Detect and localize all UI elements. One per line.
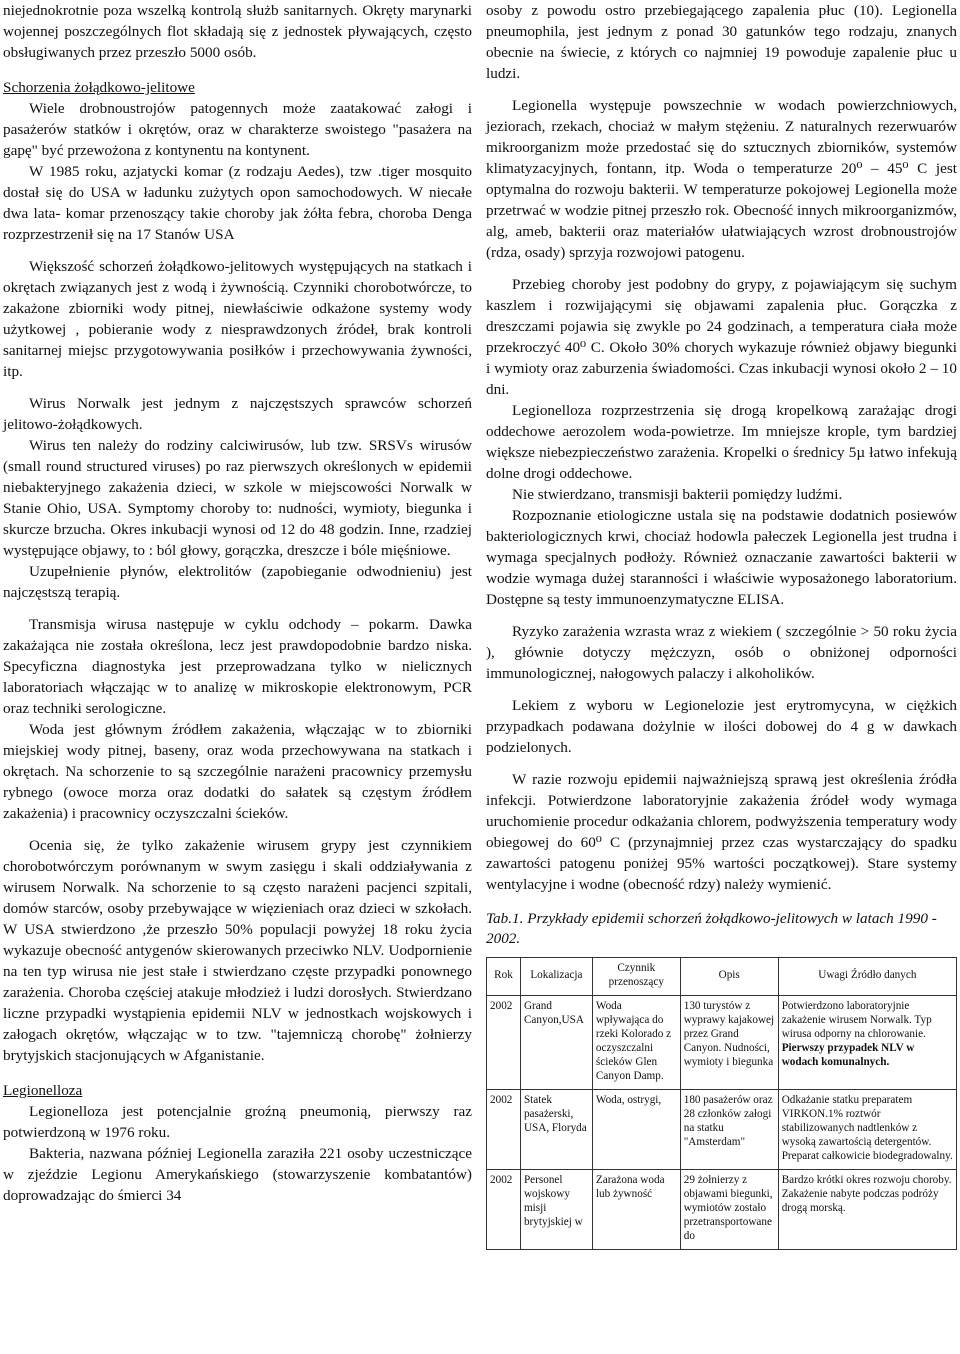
paragraph: Legionelloza rozprzestrzenia się drogą kropelkową zarażając drogi oddechowe aerozolem woda-powietrze. Im mniejsze krople, tym bardziej większe niebezpieczeństwo zarażenia. Kropelki o średnicy 5µ łatwo infekują dolne drogi oddechowe. [486, 402, 957, 482]
cell-description: 29 żołnierzy z objawami biegunki, wymiotów zostało przetransportowane do [680, 1170, 778, 1250]
cell-year: 2002 [487, 996, 521, 1090]
left-column [3, 0, 472, 1206]
cell-carrier: Woda wpływająca do rzeki Kolorado z oczyszczalni ścieków Glen Canyon Damp. [592, 996, 680, 1090]
cell-location: Personel wojskowy misji brytyjskiej w [520, 1170, 592, 1250]
cell-year: 2002 [487, 1170, 521, 1250]
paragraph: Woda jest głównym źródłem zakażenia, włączając w to zbiorniki miejskiej wody pitnej, baseny, oraz woda przechowywana na statkach i okrętach. Na schorzenie to są szczególnie narażeni pracownicy przemysłu rybnego (owoce morza oraz dodatki do sałatek są częstym źródłem zakażenia) i pracownicy oczyszczalni ścieków. [3, 721, 472, 822]
paragraph: Transmisja wirusa następuje w cyklu odchody – pokarm. Dawka zakażająca nie została określona, lecz jest prawdopodobnie bardzo niska. Specyficzna diagnostyka jest przeprowadzana tylko w nielicznych laboratoriach włączając w to analizę w mikroskopie elektronowym, PCR oraz techniki serologiczne. [3, 616, 472, 717]
paragraph: niejednokrotnie poza wszelką kontrolą służb sanitarnych. Okręty marynarki wojennej poszczególnych flot składają się z jednostek pływających, często obsługiwanych przez przeszło 5000 osób. [3, 2, 472, 61]
right-column [486, 0, 957, 1250]
header-carrier: Czynnik przenoszący [592, 958, 680, 996]
table-row [487, 1090, 957, 1170]
cell-carrier: Zarażona woda lub żywność [592, 1170, 680, 1250]
section-heading-gastro: Schorzenia żołądkowo-jelitowe [3, 79, 195, 96]
cell-location: Grand Canyon,USA [520, 996, 592, 1090]
header-location: Lokalizacja [520, 958, 592, 996]
paragraph: osoby z powodu ostro przebiegającego zapalenia płuc (10). Legionella pneumophila, jest jednym z ponad 30 gatunków tego rodzaju, znanych obecnie na świecie, z których co najmniej 19 powoduje zapalenie płuc u ludzi. [486, 2, 957, 82]
paragraph: W razie rozwoju epidemii najważniejszą sprawą jest określenia źródła infekcji. Potwierdzone laboratoryjnie zakażenia źródeł wody wymaga uruchomienie procedur odkażania chlorem, podwyższenia temperatury wody obiegowej do 60⁰ C (przynajmniej przez czas wystarczający do spadku zawartości patogenu poniżej 95% wartości początkowej). Stare systemy wentylacyjne i wodne (obecność rdzy) należy wymienić. [486, 771, 957, 893]
cell-carrier: Woda, ostrygi, [592, 1090, 680, 1170]
paragraph: Wirus ten należy do rodziny calciwirusów, lub tzw. SRSVs wirusów (small round structured viruses) po raz pierwszych określonych w epidemii niebakteryjnego zakażenia dzieci, w szkole w miejscowości Norwalk w Stanie Ohio, USA. Symptomy choroby to: nudności, wymioty, biegunka i skurcze brzucha. Okres inkubacji wynosi od 12 do 48 godzin. Inne, rzadziej występujące objawy, to : ból głowy, gorączka, dreszcze i bóle mięśniowe. [3, 437, 472, 559]
cell-notes: Bardzo krótki okres rozwoju choroby. Zakażenie nabyte podczas podróży drogą morską. [778, 1170, 956, 1250]
table-header-row [487, 958, 957, 996]
cell-description: 180 pasażerów oraz 28 członków załogi na statku "Amsterdam" [680, 1090, 778, 1170]
paragraph: Lekiem z wyboru w Legionelozie jest erytromycyna, w ciężkich przypadkach podawana dożylnie w ilości dobowej do 4 g w dawkach podzielonych. [486, 697, 957, 756]
paragraph: Uzupełnienie płynów, elektrolitów (zapobieganie odwodnieniu) jest najczęstszą terapią. [3, 563, 472, 601]
table-row [487, 1170, 957, 1250]
cell-notes-bold: Pierwszy przypadek NLV w wodach komunalnych. [781, 1042, 915, 1068]
cell-notes-text: Potwierdzono laboratoryjnie zakażenie wirusem Norwalk. Typ wirusa odporny na chlorowanie. [781, 1000, 932, 1040]
header-description: Opis [680, 958, 778, 996]
paragraph: Większość schorzeń żołądkowo-jelitowych występujących na statkach i okrętach związanych jest z wodą i żywnością. Czynniki chorobotwórcze, to zakażone zbiorniki wody pitnej, niewłaściwie odkażone systemy wody użytkowej , pobieranie wody z niesprawdzonych źródeł, brak kontroli sanitarnej miejsc przygotowywania posiłków i przechowywania żywności, itp. [3, 258, 472, 380]
paragraph: Ocenia się, że tylko zakażenie wirusem grypy jest czynnikiem chorobotwórczym porównanym w swym zasięgu i skali oddziaływania z wirusem Norwalk. Na schorzenie to są często narażeni pacjenci szpitali, domów starców, osoby przebywające w więzieniach oraz dzieci w szkołach. W USA stwierdzono ,że przeszło 50% populacji powyżej 18 roku życia wykazuje obecność antygenów skierowanych przeciwko NLV. Uodpornienie na ten typ wirusa nie jest stałe i stwierdzano częste przypadki ponownego zarażenia. Choroba częściej atakuje młodzież i ludzi dorosłych. Stwierdzano liczne przypadki wystąpienia epidemii NLV w jednostkach wojskowych i załogach okrętów, włączając w to tzw. "tajemniczą chorobę" żołnierzy brytyjskich stacjonujących w Afganistanie. [3, 837, 472, 1064]
cell-year: 2002 [487, 1090, 521, 1170]
paragraph: W 1985 roku, azjatycki komar (z rodzaju Aedes), tzw .tiger mosquito dostał się do USA w ładunku zużytych opon samochodowych. W niecałe dwa lata- komar przenoszący takie choroby jak żółta febra, choroba Denga rozprzestrzenił się na 17 Stanów USA [3, 163, 472, 243]
paragraph: Nie stwierdzano, transmisji bakterii pomiędzy ludźmi. [512, 486, 843, 503]
paragraph: Przebieg choroby jest podobny do grypy, z pojawiającym się suchym kaszlem i rozwijającymi się objawami zapalenia płuc. Gorączka z dreszczami pojawia się zwykle po 24 godzinach, a temperatura ciała może przekroczyć 40⁰ C. Około 30% chorych wykazuje również objawy biegunki i wymioty oraz zaburzenia świadomości. Czas inkubacji wynosi około 2 – 10 dni. [486, 276, 957, 398]
cell-description: 130 turystów z wyprawy kajakowej przez Grand Canyon. Nudności, wymioty i biegunka [680, 996, 778, 1090]
header-year: Rok [487, 958, 521, 996]
cell-notes [778, 996, 956, 1090]
paragraph: Bakteria, nazwana później Legionella zaraziła 221 osoby uczestniczące w zjeździe Legionu Amerykańskiego (stowarzyszenie kombatantów) doprowadzając do śmierci 34 [3, 1145, 472, 1204]
paragraph: Legionella występuje powszechnie w wodach powierzchniowych, jeziorach, rzekach, chociaż w małym stężeniu. Z naturalnych rezerwuarów mikroorganizm może przedostać się do sztucznych zbiorników, systemów klimatyzacyjnych, fontann, itp. Woda o temperaturze 20⁰ – 45⁰ C jest optymalna do rozwoju bakterii. W temperaturze pokojowej Legionella może przetrwać w wodzie pitnej przeszło rok. Obecność innych mikroorganizmów, alg, ameb, bakterii oraz materiałów ułatwiających wzrost drobnoustrojów (rdza, osady) sprzyja rozwojowi patogenu. [486, 97, 957, 261]
paragraph: Ryzyko zarażenia wzrasta wraz z wiekiem ( szczególnie > 50 roku życia ), głównie dotyczy mężczyzn, osób o obniżonej odporności immunologicznej, nałogowych palaczy i alkoholików. [486, 623, 957, 682]
paragraph: Legionelloza jest potencjalnie groźną pneumonią, pierwszy raz potwierdzoną w 1976 roku. [3, 1103, 472, 1141]
cell-location: Statek pasażerski, USA, Floryda [520, 1090, 592, 1170]
section-heading-legionelloza: Legionelloza [3, 1082, 83, 1099]
table-row [487, 996, 957, 1090]
paragraph: Rozpoznanie etiologiczne ustala się na podstawie dodatnich posiewów bakteriologicznych krwi, chociaż hodowla pałeczek Legionella jest trudna i wymaga specjalnych podłoży. Również oznaczanie zawartości bakterii w wodzie wymaga dużej staranności i właściwie wyposażonego laboratorium. Dostępne są testy immunoenzymatyczne ELISA. [486, 507, 957, 608]
paragraph: Wirus Norwalk jest jednym z najczęstszych sprawców schorzeń jelitowo-żołądkowych. [3, 395, 472, 433]
paragraph: Wiele drobnoustrojów patogennych może zaatakować załogi i pasażerów statków i okrętów, oraz w charakterze swoistego "pasażera na gapę" być przewożona z kontynentu na kontynent. [3, 100, 472, 159]
table-caption: Tab.1. Przykłady epidemii schorzeń żołądkowo-jelitowych w latach 1990 - 2002. [486, 910, 937, 947]
epidemics-table [486, 957, 957, 1250]
header-notes: Uwagi Źródło danych [778, 958, 956, 996]
cell-notes: Odkażanie statku preparatem VIRKON.1% roztwór stabilizowanych nadtlenków z wysoką zawartością detergentów. Preparat całkowicie biodegradowalny. [778, 1090, 956, 1170]
